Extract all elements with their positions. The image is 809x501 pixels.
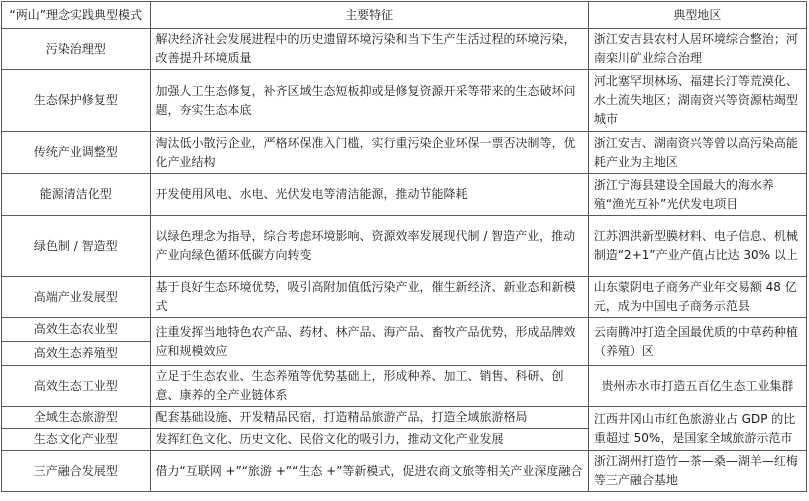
feature-cell: 发挥红色文化、历史文化、民俗文化的吸引力，推动文化产业发展 [150, 429, 588, 451]
feature-cell: 注重发挥当地特色农产品、药材、林产品、海产品、畜牧产品优势，形成品牌效应和规模效应 [150, 318, 588, 366]
region-cell: 贵州赤水市打造五百亿生态工业集群 [588, 366, 806, 407]
header-feature: 主要特征 [150, 2, 588, 29]
header-region: 典型地区 [588, 2, 806, 29]
mode-cell: 全域生态旅游型 [2, 407, 151, 429]
region-cell: 江苏泗洪新型膜材料、电子信息、机械制造“2+1”产业产值占比达 30% 以上 [588, 216, 806, 277]
feature-cell: 解决经济社会发展进程中的历史遗留环境污染和当下生产生活过程的环境污染，改善提升环境质量 [150, 29, 588, 70]
mode-cell: 高效生态养殖型 [2, 342, 151, 366]
feature-cell: 配套基础设施、开发精品民宿，打造精品旅游产品，打造全域旅游格局 [150, 407, 588, 429]
mode-cell: 生态保护修复型 [2, 70, 151, 132]
region-cell: 浙江湖州打造竹—茶—桑—湖羊—红梅等三产融合基地 [588, 451, 806, 492]
region-cell: 浙江安吉县农村人居环境综合整治；河南栾川矿业综合治理 [588, 29, 806, 70]
region-cell: 浙江安吉、湖南资兴等曾以高污染高能耗产业为主地区 [588, 132, 806, 174]
region-cell: 云南腾冲打造全国最优质的中草药种植（养殖）区 [588, 318, 806, 366]
table-row [2, 132, 807, 174]
feature-cell: 开发使用风电、水电、光伏发电等清洁能源，推动节能降耗 [150, 174, 588, 216]
region-cell: 江西井冈山市红色旅游业占 GDP 的比重超过 50%，是国家全域旅游示范市 [588, 407, 806, 451]
region-cell: 山东蒙阴电子商务产业年交易额 48 亿元，成为中国电子商务示范县 [588, 277, 806, 318]
mode-cell: 传统产业调整型 [2, 132, 151, 174]
mode-cell: 污染治理型 [2, 29, 151, 70]
mode-cell: 高效生态工业型 [2, 366, 151, 407]
mode-cell: 高效生态农业型 [2, 318, 151, 342]
mode-cell: 高端产业发展型 [2, 277, 151, 318]
region-cell: 河北塞罕坝林场、福建长汀等荒漠化、水土流失地区；湖南资兴等资源枯竭型城市 [588, 70, 806, 132]
feature-cell: 加强人工生态修复，补齐区域生态短板抑或是修复资源开采等带来的生态破坏问题，夯实生态本底 [150, 70, 588, 132]
table-row [2, 70, 807, 132]
table-row [2, 174, 807, 216]
mode-cell: 能源清洁化型 [2, 174, 151, 216]
mode-cell: 生态文化产业型 [2, 429, 151, 451]
feature-cell: 以绿色理念为指导，综合考虑环境影响、资源效率发展现代制 / 智造产业，推动产业向绿色循环低碳方向转变 [150, 216, 588, 277]
header-row [2, 2, 807, 29]
table-row [2, 318, 807, 342]
table-row [2, 277, 807, 318]
feature-cell: 基于良好生态环境优势，吸引高附加值低污染产业，催生新经济、新业态和新模式 [150, 277, 588, 318]
feature-cell: 立足于生态农业、生态养殖等优势基础上，形成种养、加工、销售、科研、创意、康养的全产业链体系 [150, 366, 588, 407]
table-row [2, 366, 807, 407]
table-row [2, 29, 807, 70]
mode-cell: 绿色制 / 智造型 [2, 216, 151, 277]
table-row [2, 216, 807, 277]
header-mode: “两山”理念实践典型模式 [2, 2, 151, 29]
mode-cell: 三产融合发展型 [2, 451, 151, 492]
feature-cell: 淘汰低小散污企业，严格环保准入门槛，实行重污染企业环保一票否决制等，优化产业结构 [150, 132, 588, 174]
table-row [2, 407, 807, 429]
region-cell: 浙江宁海县建设全国最大的海水养殖“渔光互补”光伏发电项目 [588, 174, 806, 216]
table-row [2, 451, 807, 492]
typical-modes-table [1, 1, 807, 492]
feature-cell: 借力“互联网 +”“旅游 +”“生态 +”等新模式，促进农商文旅等相关产业深度融合 [150, 451, 588, 492]
